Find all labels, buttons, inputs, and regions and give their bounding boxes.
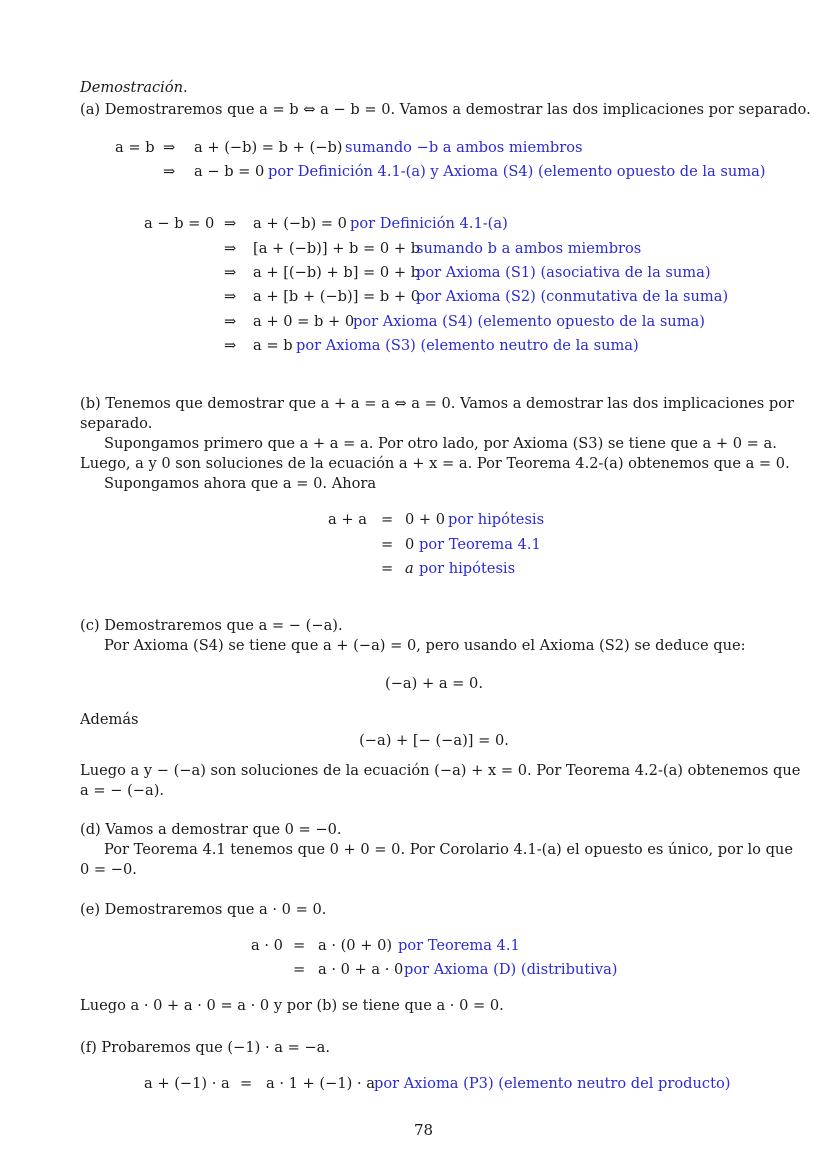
part-b-note-3: por hipótesis <box>419 560 516 577</box>
part-b-intro-2: separado. <box>80 415 153 432</box>
part-c-intro: (c) Demostraremos que a = − (−a). <box>80 617 343 634</box>
backward-expr-2: [a + (−b)] + b = 0 + b <box>253 240 421 257</box>
part-e-expr-2: a · 0 + a · 0 <box>318 961 404 978</box>
backward-arrow-5: ⇒ <box>224 313 237 330</box>
backward-arrow-2: ⇒ <box>224 240 237 257</box>
backward-lhs: a − b = 0 <box>144 215 215 232</box>
part-c-ademas: Además <box>80 711 139 728</box>
part-e-expr-1: a · (0 + 0) <box>318 937 393 954</box>
part-f-intro: (f) Probaremos que (−1) · a = −a. <box>80 1039 331 1056</box>
forward-expr-2: a − b = 0 <box>194 163 265 180</box>
part-e-intro: (e) Demostraremos que a · 0 = 0. <box>80 901 327 918</box>
part-f-expr: a · 1 + (−1) · a <box>266 1075 375 1092</box>
backward-expr-5: a + 0 = b + 0 <box>253 313 355 330</box>
part-c-eq2: (−a) + [− (−a)] = 0. <box>359 732 509 749</box>
part-b-note-1: por hipótesis <box>448 511 545 528</box>
part-e-rel-2: = <box>293 961 306 978</box>
part-c-eq1: (−a) + a = 0. <box>385 675 483 692</box>
part-f-note: por Axioma (P3) (elemento neutro del producto) <box>374 1075 731 1092</box>
part-b-para1-2: Luego, a y 0 son soluciones de la ecuación a + x = a. Por Teorema 4.2-(a) obtenemos que a = 0. <box>80 455 790 472</box>
backward-arrow-4: ⇒ <box>224 288 237 305</box>
part-b-lhs: a + a <box>328 511 367 528</box>
page-number: 78 <box>414 1121 434 1139</box>
part-b-para2: Supongamos ahora que a = 0. Ahora <box>104 475 377 492</box>
part-d-line1: Por Teorema 4.1 tenemos que 0 + 0 = 0. Por Corolario 4.1-(a) el opuesto es único, por lo que <box>104 841 793 858</box>
part-b-rel-1: = <box>381 511 394 528</box>
forward-lhs: a = b <box>115 139 155 156</box>
part-e-note-1: por Teorema 4.1 <box>398 937 520 954</box>
part-c-concl-1: Luego a y − (−a) son soluciones de la ecuación (−a) + x = 0. Por Teorema 4.2-(a) obtenemos que <box>80 762 801 779</box>
backward-note-3: por Axioma (S1) (asociativa de la suma) <box>416 264 711 281</box>
forward-note-1: sumando −b a ambos miembros <box>345 139 583 156</box>
part-e-lhs: a · 0 <box>251 937 283 954</box>
backward-arrow-6: ⇒ <box>224 337 237 354</box>
part-b-intro-1: (b) Tenemos que demostrar que a + a = a ⇔ a = 0. Vamos a demostrar las dos implicaciones por <box>80 395 795 412</box>
forward-arrow-1: ⇒ <box>163 139 176 156</box>
backward-arrow-3: ⇒ <box>224 264 237 281</box>
part-c-line1: Por Axioma (S4) se tiene que a + (−a) = 0, pero usando el Axioma (S2) se deduce que: <box>104 637 746 654</box>
forward-expr-1: a + (−b) = b + (−b) <box>194 139 343 156</box>
part-b-note-2: por Teorema 4.1 <box>419 536 541 553</box>
part-b-expr-2: 0 <box>405 536 415 553</box>
part-e-note-2: por Axioma (D) (distributiva) <box>404 961 618 978</box>
part-f-lhs: a + (−1) · a <box>144 1075 230 1092</box>
backward-expr-1: a + (−b) = 0 <box>253 215 347 232</box>
part-f-rel: = <box>240 1075 253 1092</box>
backward-note-5: por Axioma (S4) (elemento opuesto de la suma) <box>353 313 705 330</box>
part-d-intro: (d) Vamos a demostrar que 0 = −0. <box>80 821 342 838</box>
part-e-rel-1: = <box>293 937 306 954</box>
part-d-line2: 0 = −0. <box>80 861 137 878</box>
backward-expr-4: a + [b + (−b)] = b + 0 <box>253 288 421 305</box>
part-b-rel-3: = <box>381 560 394 577</box>
backward-expr-6: a = b <box>253 337 293 354</box>
backward-expr-3: a + [(−b) + b] = 0 + b <box>253 264 421 281</box>
part-b-expr-3: a <box>405 560 414 577</box>
part-c-concl-2: a = − (−a). <box>80 782 165 799</box>
backward-note-4: por Axioma (S2) (conmutativa de la suma) <box>416 288 729 305</box>
proof-heading: Demostración. <box>80 79 188 96</box>
backward-note-2: sumando b a ambos miembros <box>416 240 642 257</box>
part-b-rel-2: = <box>381 536 394 553</box>
part-a-intro: (a) Demostraremos que a = b ⇔ a − b = 0. Vamos a demostrar las dos implicaciones por separado. <box>80 101 811 118</box>
part-b-expr-1: 0 + 0 <box>405 511 446 528</box>
forward-note-2: por Definición 4.1-(a) y Axioma (S4) (elemento opuesto de la suma) <box>268 163 766 180</box>
part-e-concl: Luego a · 0 + a · 0 = a · 0 y por (b) se tiene que a · 0 = 0. <box>80 997 504 1014</box>
backward-arrow-1: ⇒ <box>224 215 237 232</box>
part-b-para1-1: Supongamos primero que a + a = a. Por otro lado, por Axioma (S3) se tiene que a + 0 = a. <box>104 435 777 452</box>
backward-note-6: por Axioma (S3) (elemento neutro de la suma) <box>296 337 639 354</box>
backward-note-1: por Definición 4.1-(a) <box>350 215 508 232</box>
forward-arrow-2: ⇒ <box>163 163 176 180</box>
